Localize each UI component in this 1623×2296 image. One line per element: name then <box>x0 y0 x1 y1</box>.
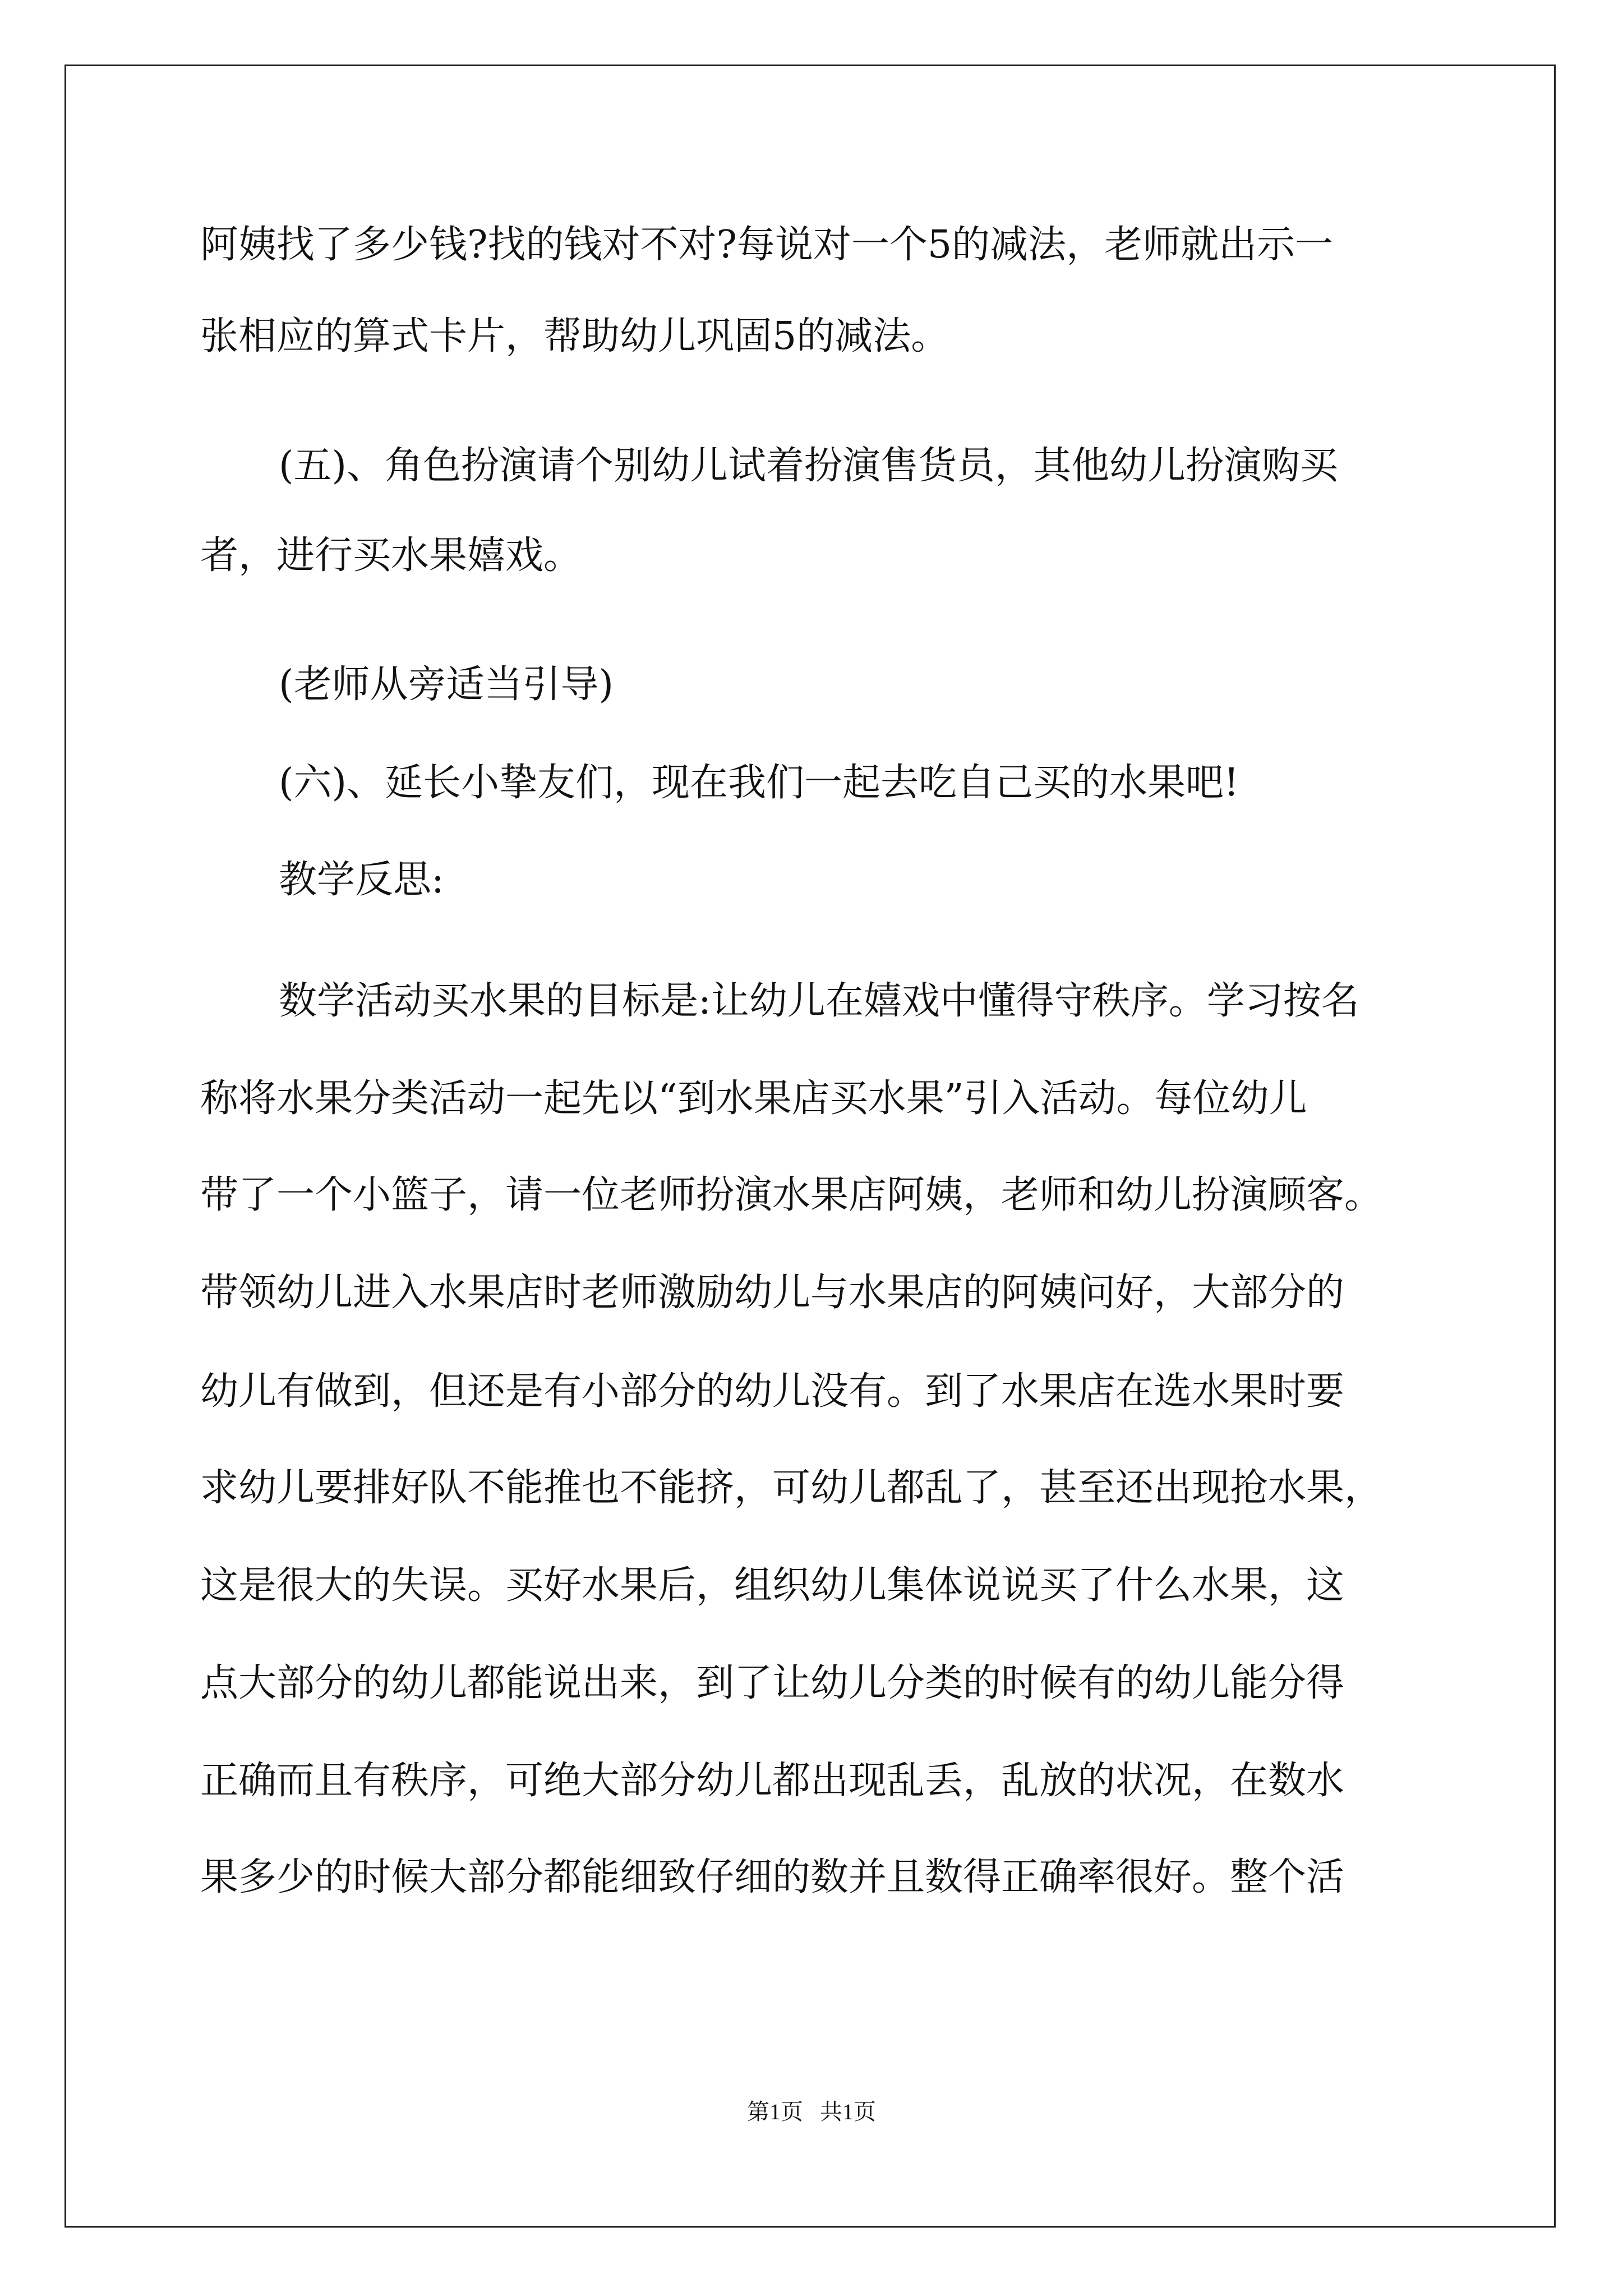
text-line-1: 阿姨找了多少钱?找的钱对不对?每说对一个5的减法，老师就出示一 <box>200 223 1334 267</box>
page-border <box>64 65 1556 2228</box>
text-line-17: 果多少的时候大部分都能细致仔细的数并且数得正确率很好。整个活 <box>200 1855 1345 1899</box>
text-line-4: 者，进行买水果嬉戏。 <box>200 533 582 578</box>
text-line-8: 数学活动买水果的目标是:让幼儿在嬉戏中懂得守秩序。学习按名 <box>279 979 1359 1023</box>
text-line-10: 带了一个小篮子，请一位老师扮演水果店阿姨，老师和幼儿扮演顾客。 <box>200 1173 1383 1217</box>
text-line-12: 幼儿有做到，但还是有小部分的幼儿没有。到了水果店在选水果时要 <box>200 1369 1345 1414</box>
text-line-14: 这是很大的失误。买好水果后，组织幼儿集体说说买了什么水果，这 <box>200 1563 1345 1608</box>
text-line-5: (老师从旁适当引导) <box>279 662 614 707</box>
text-line-6: (六)、延长小挚友们，现在我们一起去吃自己买的水果吧! <box>279 761 1239 805</box>
text-line-9: 称将水果分类活动一起先以“到水果店买水果”引入活动。每位幼儿 <box>200 1076 1307 1121</box>
text-line-7: 教学反思: <box>279 858 444 902</box>
text-line-3: (五)、角色扮演请个别幼儿试着扮演售货员，其他幼儿扮演购买 <box>279 444 1339 488</box>
text-line-2: 张相应的算式卡片，帮助幼儿巩固5的减法。 <box>200 314 949 358</box>
text-line-11: 带领幼儿进入水果店时老师激励幼儿与水果店的阿姨问好，大部分的 <box>200 1271 1345 1315</box>
text-line-16: 正确而且有秩序，可绝大部分幼儿都出现乱丢，乱放的状况，在数水 <box>200 1759 1345 1803</box>
text-line-13: 求幼儿要排好队不能推也不能挤，可幼儿都乱了，甚至还出现抢水果， <box>200 1466 1383 1510</box>
page-footer: 第1页 共1页 <box>747 2099 876 2124</box>
text-line-15: 点大部分的幼儿都能说出来，到了让幼儿分类的时候有的幼儿能分得 <box>200 1661 1345 1705</box>
